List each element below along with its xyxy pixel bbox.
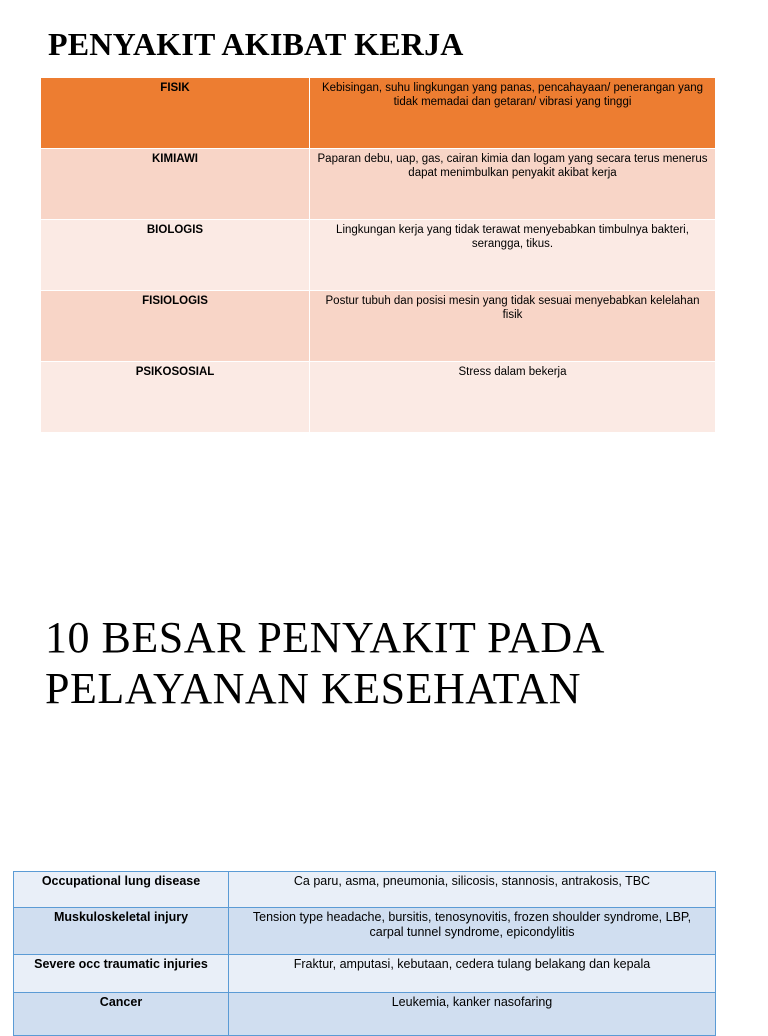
table-row <box>41 149 715 220</box>
disease-examples: Fraktur, amputasi, kebutaan, cedera tulang belakang dan kepala <box>229 955 716 993</box>
table-row <box>14 993 716 1036</box>
factor-category: FISIK <box>41 78 310 149</box>
factor-description: Postur tubuh dan posisi mesin yang tidak sesuai menyebabkan kelelahan fisik <box>310 291 716 362</box>
factor-category: FISIOLOGIS <box>41 291 310 362</box>
top-diseases-table <box>13 871 716 1036</box>
disease-name: Cancer <box>14 993 229 1036</box>
factor-category: BIOLOGIS <box>41 220 310 291</box>
table-row <box>41 291 715 362</box>
disease-examples: Tension type headache, bursitis, tenosynovitis, frozen shoulder syndrome, LBP, carpal tunnel syndrome, epicondylitis <box>229 908 716 955</box>
table-row <box>14 872 716 908</box>
table-row <box>41 220 715 291</box>
disease-name: Occupational lung disease <box>14 872 229 908</box>
table-row <box>41 362 715 433</box>
disease-name: Severe occ traumatic injuries <box>14 955 229 993</box>
factor-description: Kebisingan, suhu lingkungan yang panas, pencahayaan/ penerangan yang tidak memadai dan getaran/ vibrasi yang tinggi <box>310 78 716 149</box>
section-title: 10 BESAR PENYAKIT PADA PELAYANAN KESEHATAN <box>45 613 603 713</box>
page-title: PENYAKIT AKIBAT KERJA <box>48 26 464 62</box>
table-row <box>41 78 715 149</box>
table-row <box>14 955 716 993</box>
factor-description: Paparan debu, uap, gas, cairan kimia dan logam yang secara terus menerus dapat menimbulkan penyakit akibat kerja <box>310 149 716 220</box>
factor-description: Stress dalam bekerja <box>310 362 716 433</box>
occupational-disease-factors-table <box>41 78 715 432</box>
factor-description: Lingkungan kerja yang tidak terawat menyebabkan timbulnya bakteri, serangga, tikus. <box>310 220 716 291</box>
table-row <box>14 908 716 955</box>
factor-category: KIMIAWI <box>41 149 310 220</box>
factor-category: PSIKOSOSIAL <box>41 362 310 433</box>
disease-examples: Ca paru, asma, pneumonia, silicosis, stannosis, antrakosis, TBC <box>229 872 716 908</box>
disease-examples: Leukemia, kanker nasofaring <box>229 993 716 1036</box>
disease-name: Muskuloskeletal injury <box>14 908 229 955</box>
